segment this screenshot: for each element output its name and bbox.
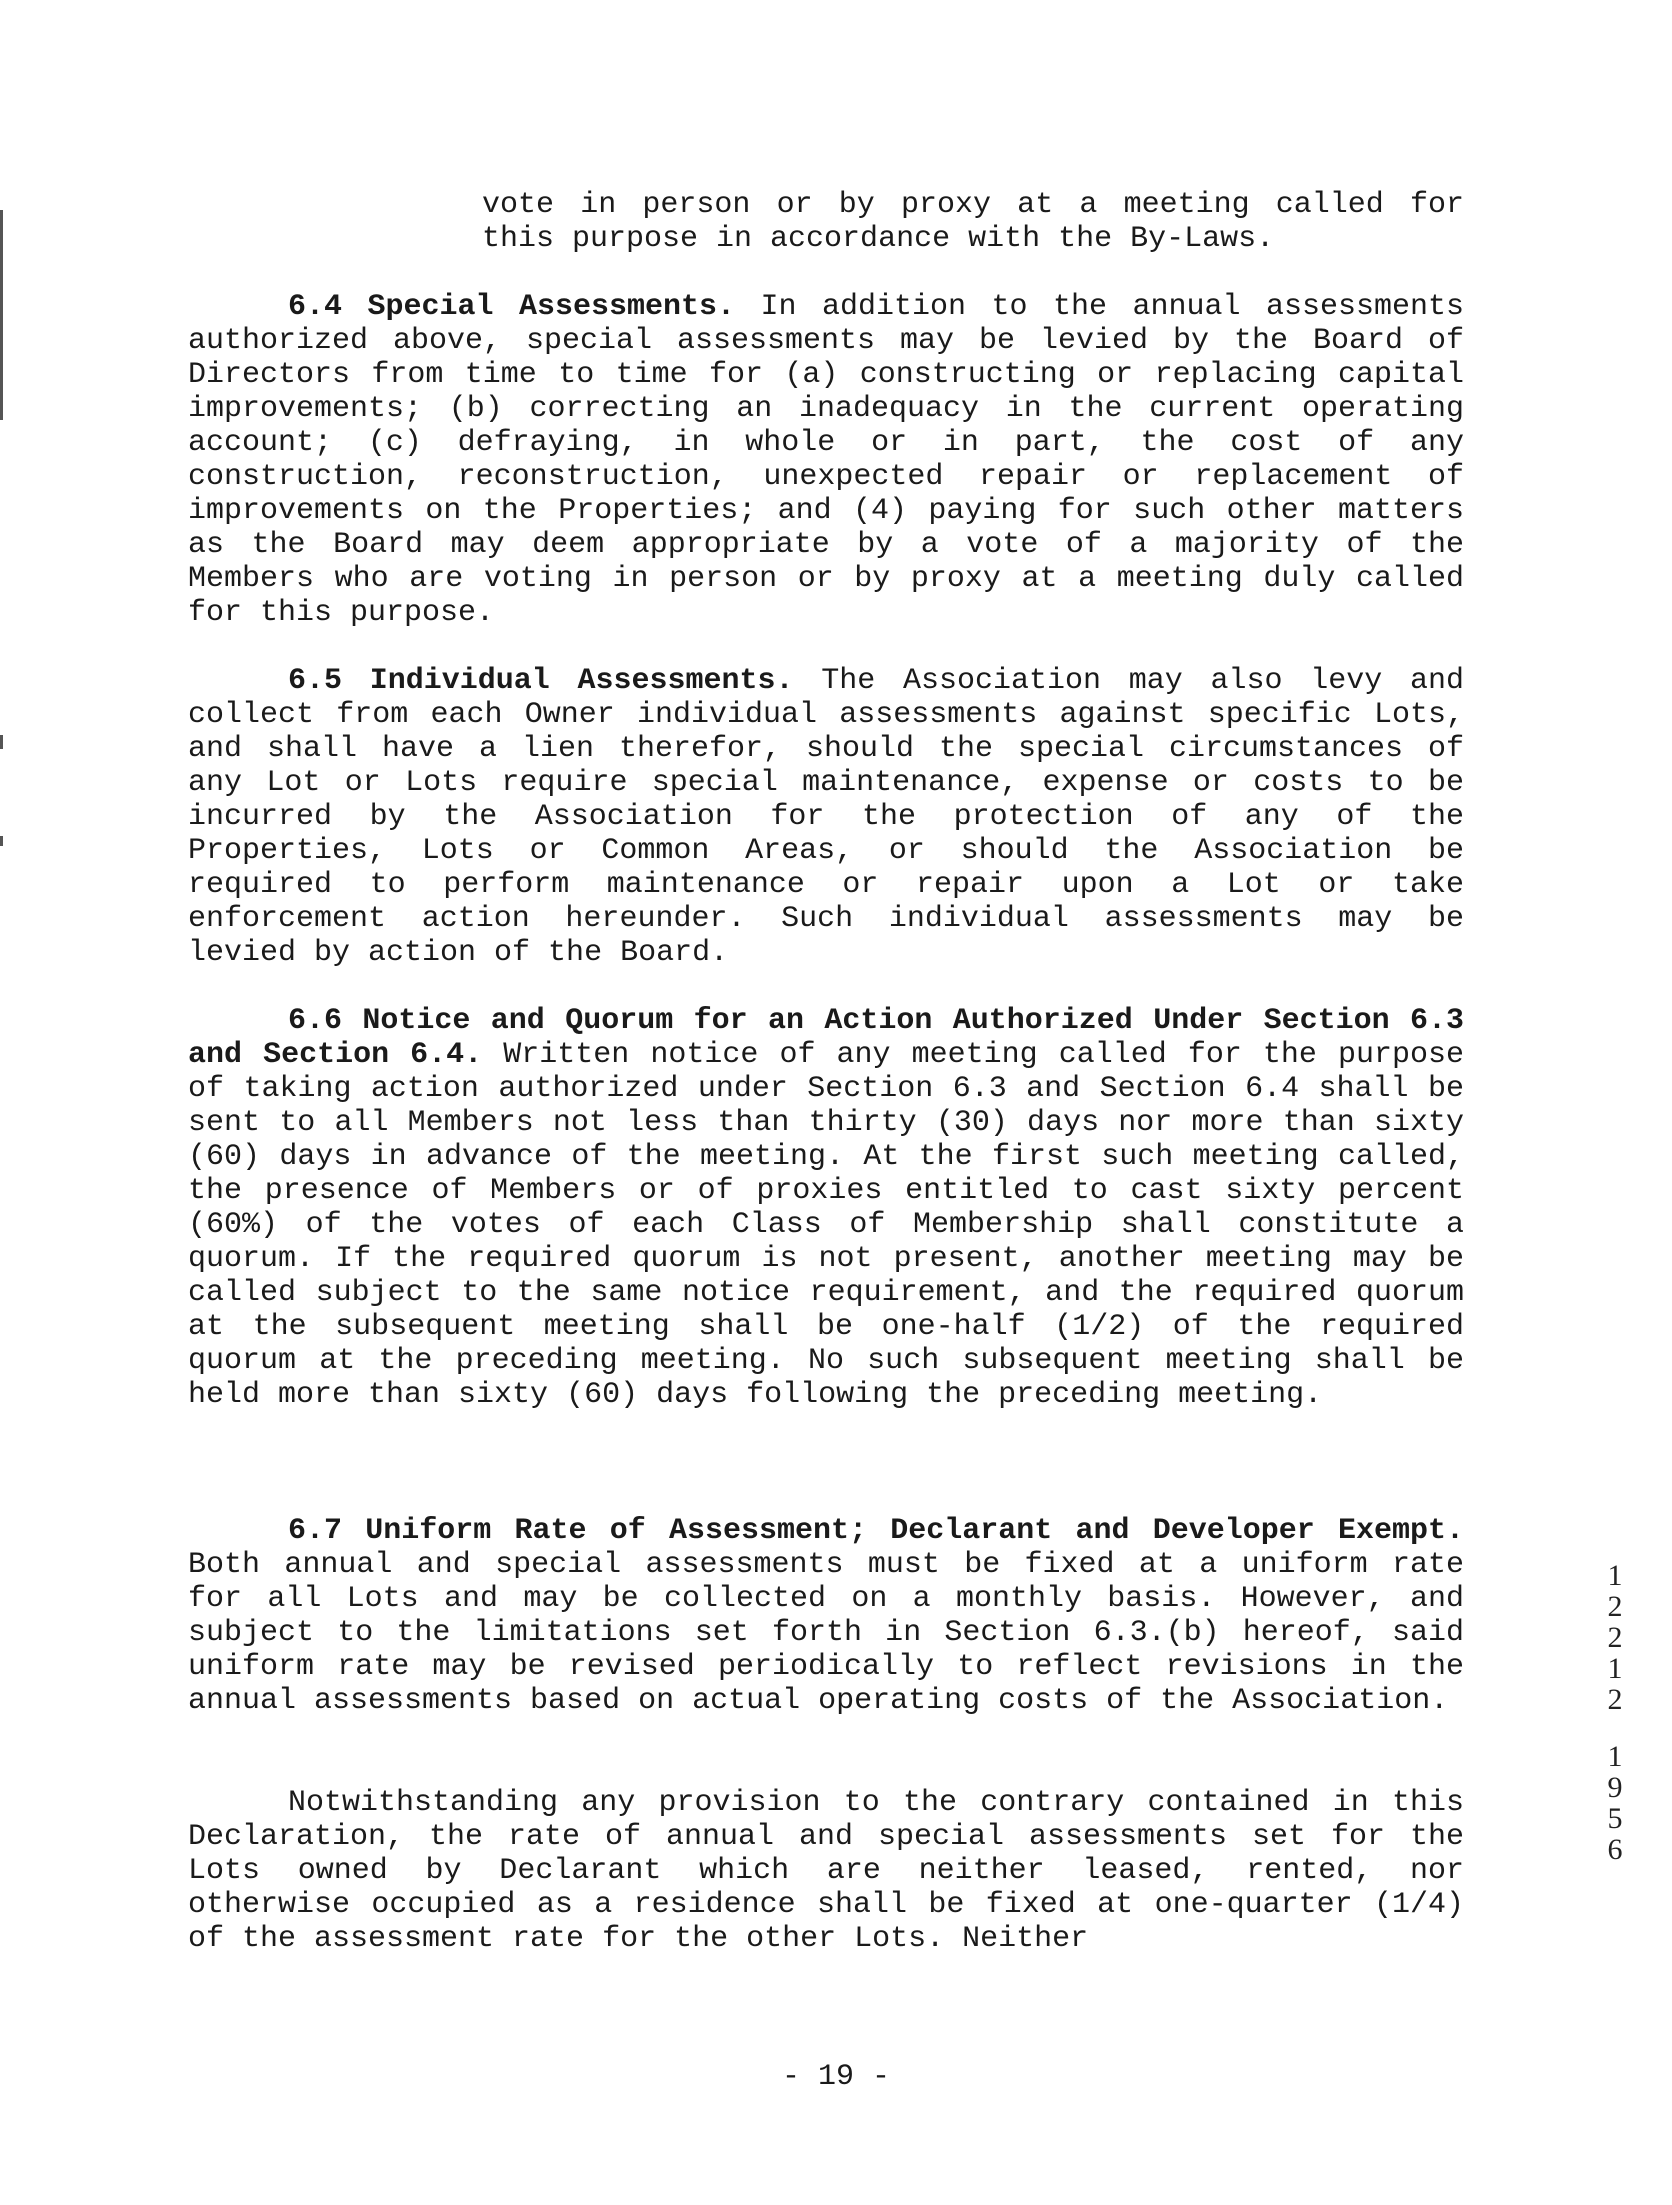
section-6-4	[188, 290, 1464, 630]
stamp-digit: 1	[1607, 1559, 1623, 1592]
section-6-5	[188, 664, 1464, 970]
section-6-7	[188, 1514, 1464, 1718]
closing-paragraph	[188, 1786, 1464, 1956]
intro-text: vote in person or by proxy at a meeting called for this purpose in accordance with the By-Laws.	[482, 188, 1464, 256]
section-heading: 6.6 Notice and Quorum for an Action Authorized Under Section 6.3 and Section 6.4.	[188, 1004, 1464, 1072]
section-body: Both annual and special assessments must be fixed at a uniform rate for all Lots and may be collected on a monthly basis. However, and subject to the limitations set forth in Section 6.3.(b) hereof, said uniform rate may be revised periodically to reflect revisions in the annual assessments based on actual operating costs of the Association.	[188, 1548, 1464, 1718]
section-body: Written notice of any meeting called for the purpose of taking action authorized under Section 6.3 and Section 6.4 shall be sent to all Members not less than thirty (30) days nor more than sixty (60) days in advance of the meeting. At the first such meeting called, the presence of Members or of proxies entitled to cast sixty percent (60%) of the votes of each Class of Membership shall constitute a quorum. If the required quorum is not present, another meeting may be called subject to the same notice requirement, and the required quorum at the subsequent meeting shall be one-half (1/2) of the required quorum at the preceding meeting. No such subsequent meeting shall be held more than sixty (60) days following the preceding meeting.	[188, 1038, 1465, 1412]
intro-paragraph	[482, 188, 1464, 256]
stamp-digit: 9	[1607, 1771, 1623, 1804]
margin-mark	[0, 735, 3, 749]
section-body: The Association may also levy and collect from each Owner individual assessments against specific Lots, and shall have a lien therefor, should the special circumstances of any Lot or Lots require special maintenance, expense or costs to be incurred by the Association for the protection of any of the Properties, Lots or Common Areas, or should the Association be required to perform maintenance or repair upon a Lot or take enforcement action hereunder. Such individual assessments may be levied by action of the Board.	[188, 664, 1464, 970]
stamp-digit: 1	[1607, 1652, 1623, 1685]
section-body: In addition to the annual assessments authorized above, special assessments may be levied by the Board of Directors from time to time for (a) constructing or replacing capital improvements; (b) correcting an inadequacy in the current operating account; (c) defraying, in whole or in part, the cost of any construction, reconstruction, unexpected repair or replacement of improvements on the Properties; and (4) paying for such other matters as the Board may deem appropriate by a vote of a majority of the Members who are voting in person or by proxy at a meeting duly called for this purpose.	[188, 290, 1464, 630]
section-heading: 6.4 Special Assessments.	[288, 290, 736, 324]
stamp-digit: 2	[1607, 1683, 1623, 1716]
stamp-digit: 2	[1607, 1621, 1623, 1654]
stamp-digit: 5	[1607, 1802, 1623, 1835]
margin-mark	[0, 836, 3, 846]
section-heading: 6.7 Uniform Rate of Assessment; Declarant and Developer Exempt.	[288, 1514, 1464, 1548]
stamp-digit: 6	[1607, 1833, 1623, 1866]
stamp-digit: 2	[1607, 1590, 1623, 1623]
side-stamp	[1602, 1560, 1628, 1865]
closing-text: Notwithstanding any provision to the contrary contained in this Declaration, the rate of annual and special assessments set for the Lots owned by Declarant which are neither leased, rented, nor otherwise occupied as a residence shall be fixed at one-quarter (1/4) of the assessment rate for the other Lots. Neither	[188, 1786, 1464, 1956]
page-number: - 19 -	[781, 2060, 891, 2094]
margin-mark	[0, 210, 3, 420]
section-6-6	[188, 1004, 1464, 1412]
stamp-digit: 1	[1607, 1740, 1623, 1773]
section-heading: 6.5 Individual Assessments.	[288, 664, 794, 698]
